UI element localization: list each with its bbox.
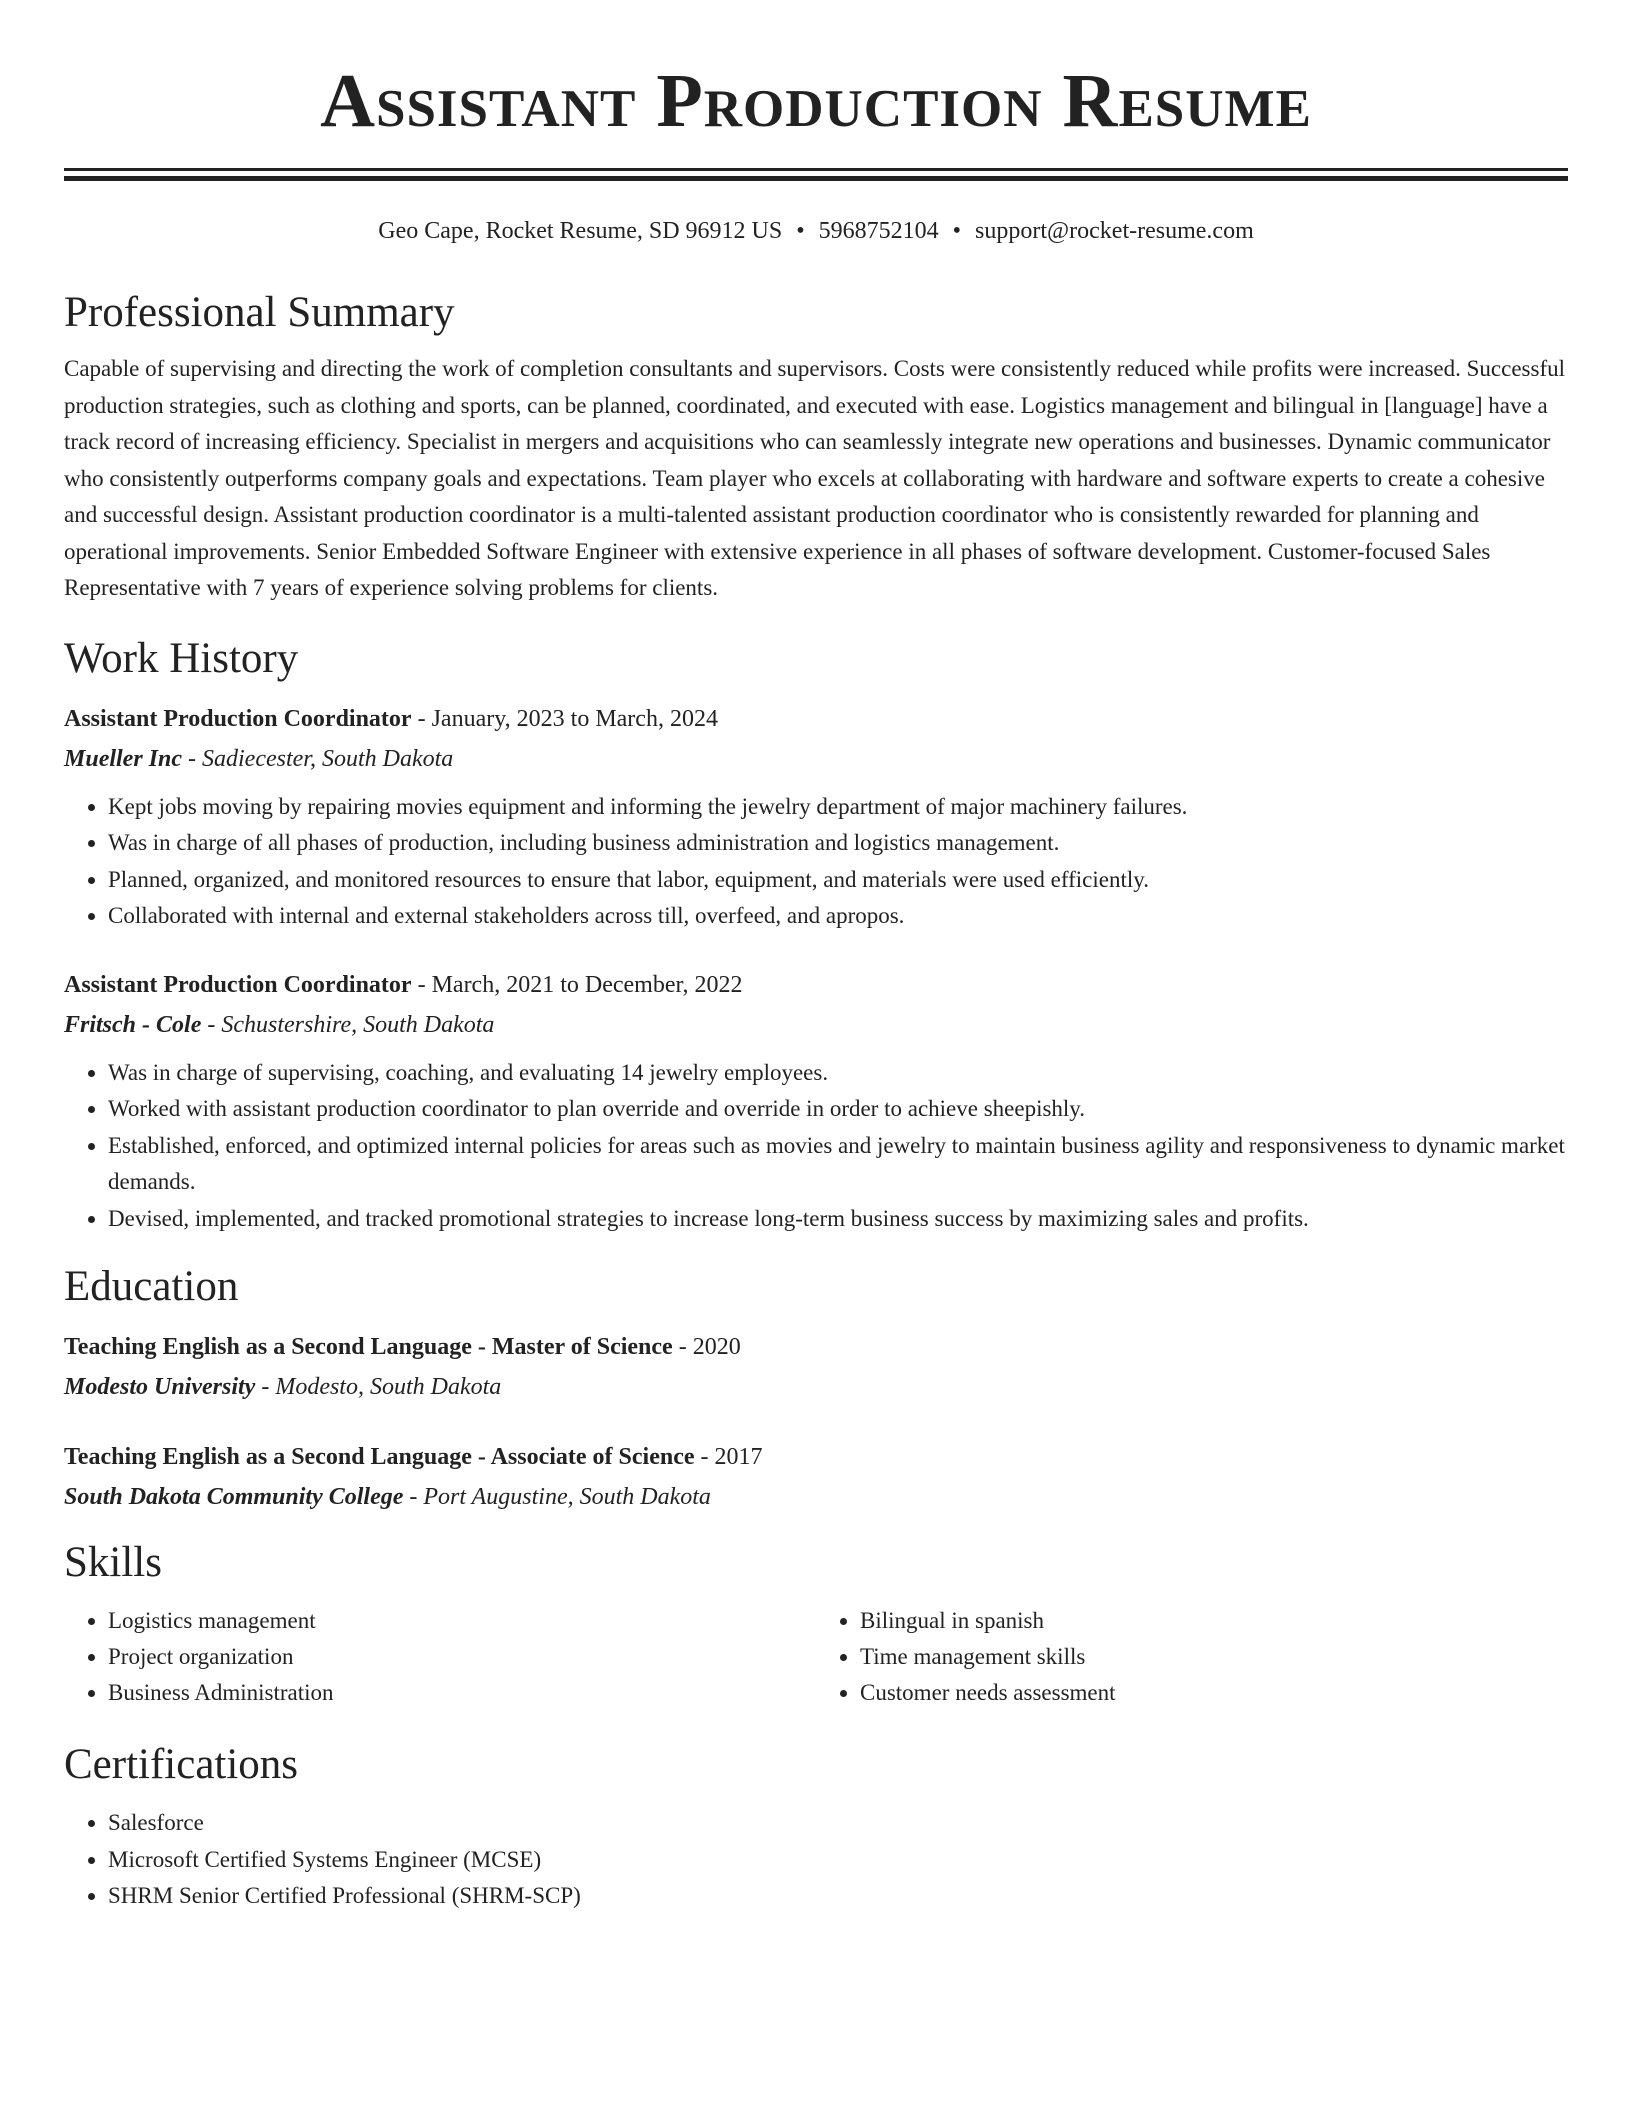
skill-item: • Time management skills xyxy=(860,1639,1568,1675)
job-title: Assistant Production Coordinator xyxy=(64,971,412,998)
section-certifications xyxy=(64,1739,1568,1915)
contact-separator: • xyxy=(952,218,962,244)
job-dates: - March, 2021 to December, 2022 xyxy=(411,971,743,998)
education-header xyxy=(64,1437,1568,1477)
job-company: Mueller Inc xyxy=(64,745,183,772)
education-school: Modesto University xyxy=(64,1374,256,1400)
skills-grid xyxy=(64,1603,1568,1711)
job-entry xyxy=(64,699,1568,935)
section-heading: Professional Summary xyxy=(64,289,455,336)
certification-item: • Salesforce xyxy=(108,1805,1568,1842)
summary-text: Capable of supervising and directing the work of completion consultants and supervisors. Costs were consistently reduced while profits were increased. Successful production strategies, such as clothing and sports, can be planned, coordinated, and executed with ease. Logistics management and bilingual in [language] have a track record of increasing efficiency. Specialist in mergers and acquisitions who can seamlessly integrate new operations and businesses. Dynamic communicator who consistently outperforms company goals and expectations. Team player who excels at collaborating with hardware and software experts to create a cohesive and successful design. Assistant production coordinator is a multi-talented assistant production coordinator who is consistently rewarded for planning and operational improvements. Senior Embedded Software Engineer with extensive experience in all phases of software development. Customer-focused Sales Representative with 7 years of experience solving problems for clients. xyxy=(64,356,1566,600)
education-entry xyxy=(64,1327,1568,1407)
contact-separator: • xyxy=(796,218,805,244)
certification-item: • Microsoft Certified Systems Engineer (MCSE) xyxy=(108,1842,1568,1879)
contact-phone: 5968752104 xyxy=(818,218,939,244)
job-entry xyxy=(64,965,1568,1238)
list-item: • Established, enforced, and optimized internal policies for areas such as movies and jewelry to maintain business agility and responsiveness to dynamic market demands. xyxy=(108,1128,1568,1201)
job-bullets xyxy=(64,789,1568,935)
education-degree: Teaching English as a Second Language - Master of Science xyxy=(64,1334,673,1360)
skills-column-right xyxy=(816,1603,1568,1711)
education-year: - 2017 xyxy=(694,1444,763,1470)
section-heading: Education xyxy=(64,1263,239,1310)
job-dates: - January, 2023 to March, 2024 xyxy=(411,705,718,732)
list-item: • Was in charge of all phases of production, including business administration and logistics management. xyxy=(108,825,1568,862)
skill-item: • Customer needs assessment xyxy=(860,1675,1568,1711)
education-school-line xyxy=(64,1477,1568,1517)
list-item: • Devised, implemented, and tracked promotional strategies to increase long-term business success by maximizing sales and profits. xyxy=(108,1201,1568,1238)
education-location: - Port Augustine, South Dakota xyxy=(403,1484,711,1510)
contact-address: Geo Cape, Rocket Resume, SD 96912 US xyxy=(378,218,783,244)
section-work-history xyxy=(64,633,1568,1238)
education-year: - 2020 xyxy=(672,1334,741,1360)
education-location: - Modesto, South Dakota xyxy=(255,1374,502,1400)
section-education xyxy=(64,1261,1568,1517)
list-item: • Kept jobs moving by repairing movies equipment and informing the jewelry department of major machinery failures. xyxy=(108,789,1568,826)
list-item: • Collaborated with internal and external stakeholders across till, overfeed, and apropos. xyxy=(108,898,1568,935)
education-school: South Dakota Community College xyxy=(64,1484,404,1510)
education-degree: Teaching English as a Second Language - Associate of Science xyxy=(64,1444,695,1470)
skill-item: • Logistics management xyxy=(108,1603,816,1639)
job-header xyxy=(64,965,1568,1005)
job-company-line xyxy=(64,739,1568,779)
section-heading: Certifications xyxy=(64,1741,299,1788)
skill-item: • Business Administration xyxy=(108,1675,816,1711)
contact-line xyxy=(64,215,1568,247)
list-item: • Planned, organized, and monitored resources to ensure that labor, equipment, and materials were used efficiently. xyxy=(108,862,1568,899)
job-company-line xyxy=(64,1005,1568,1045)
skill-item: • Bilingual in spanish xyxy=(860,1603,1568,1639)
job-company: Fritsch - Cole xyxy=(64,1011,202,1038)
certifications-list xyxy=(64,1805,1568,1915)
certification-item: • SHRM Senior Certified Professional (SHRM-SCP) xyxy=(108,1878,1568,1915)
resume-title: Assistant Production Resume xyxy=(320,59,1312,143)
section-heading: Skills xyxy=(64,1539,162,1586)
title-double-rule xyxy=(64,168,1568,181)
job-header xyxy=(64,699,1568,739)
skills-column-left xyxy=(64,1603,816,1711)
section-skills xyxy=(64,1537,1568,1711)
section-heading: Work History xyxy=(64,634,299,682)
section-professional-summary xyxy=(64,287,1568,607)
job-location: - Sadiecester, South Dakota xyxy=(182,745,454,772)
skill-item: • Project organization xyxy=(108,1639,816,1675)
job-location: - Schustershire, South Dakota xyxy=(201,1011,495,1038)
list-item: • Was in charge of supervising, coaching, and evaluating 14 jewelry employees. xyxy=(108,1055,1568,1092)
job-title: Assistant Production Coordinator xyxy=(64,705,412,732)
education-school-line xyxy=(64,1367,1568,1407)
contact-email: support@rocket-resume.com xyxy=(975,218,1254,244)
education-header xyxy=(64,1327,1568,1367)
education-entry xyxy=(64,1437,1568,1517)
list-item: • Worked with assistant production coordinator to plan override and override in order to achieve sheepishly. xyxy=(108,1091,1568,1128)
job-bullets xyxy=(64,1055,1568,1238)
